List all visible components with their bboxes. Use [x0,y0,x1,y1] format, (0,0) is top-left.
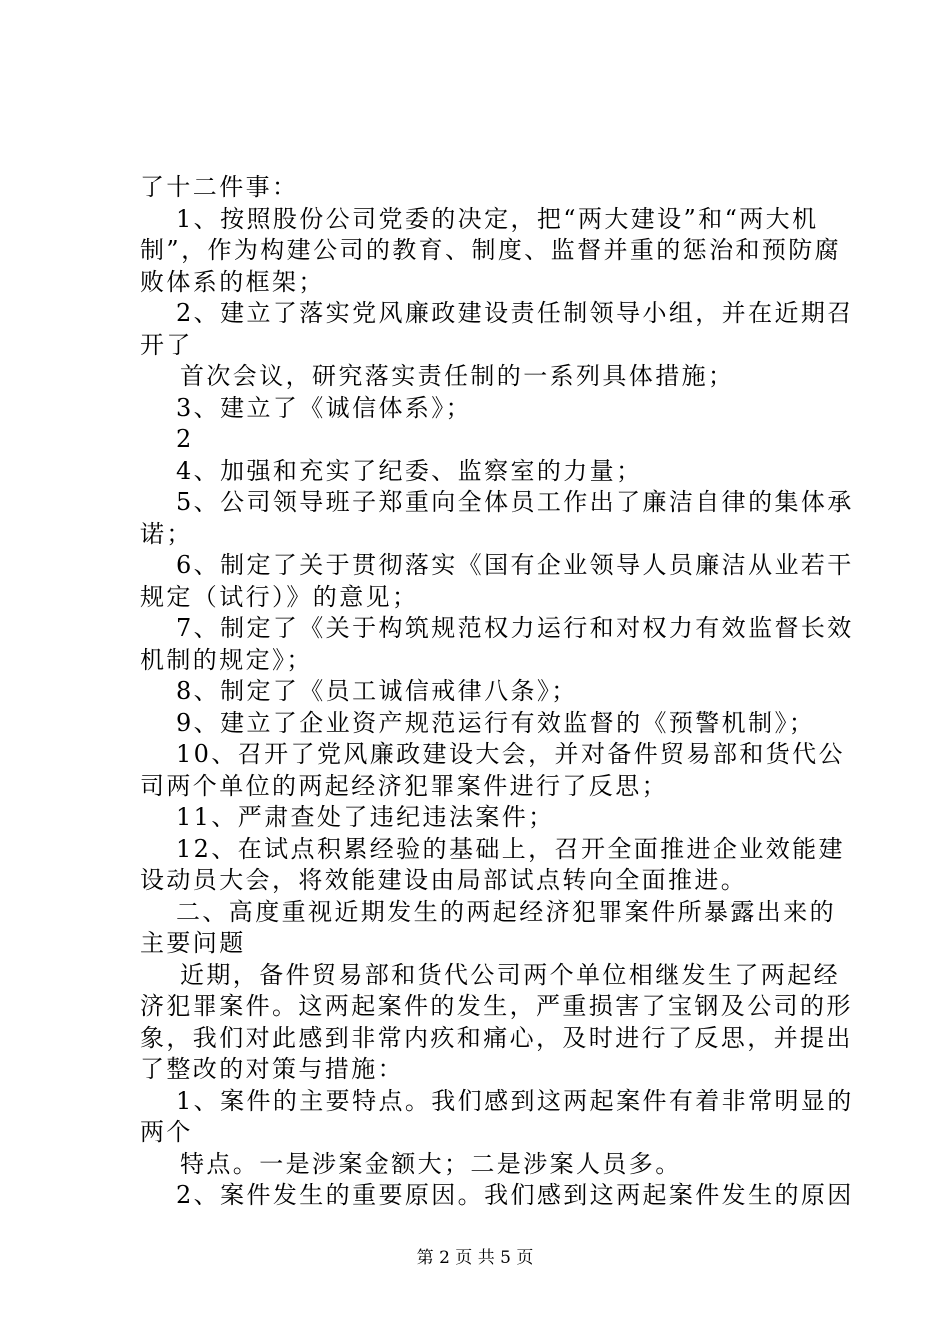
text-line: 机制的规定》； [140,645,313,674]
text-line: 特点。一是涉案金额大；二是涉案人员多。 [180,1149,682,1178]
text-line: 首次会议，研究落实责任制的一系列具体措施； [180,362,735,390]
text-line: 了十二件事： [140,173,299,201]
section-heading: 主要问题 [140,929,246,957]
text-line: 设动员大会，将效能建设由局部试点转向全面推进。 [140,866,748,894]
text-line: 2、案件发生的重要原因。我们感到这两起案件发生的原因 [176,1181,854,1209]
page-number: 第 2 页 共 5 页 [416,1248,534,1268]
text-line: 济犯罪案件。这两起案件的发生，严重损害了宝钢及公司的形 [140,992,853,1020]
text-line: 败体系的框架； [140,267,325,296]
text-line: 9、建立了企业资产规范运行有效监督的《预警机制》； [176,708,816,737]
text-line: 制”，作为构建公司的教育、制度、监督并重的惩治和预防腐 [140,236,842,264]
text-line: 2、建立了落实党风廉政建设责任制领导小组，并在近期召 [176,299,854,327]
text-line: 1、按照股份公司党委的决定，把“两大建设”和“两大机 [176,204,819,233]
text-line: 诺； [140,519,193,548]
text-line: 4、加强和充实了纪委、监察室的力量； [176,456,643,485]
text-line: 3、建立了《诚信体系》； [176,393,473,422]
text-line: 7、制定了《关于构筑规范权力运行和对权力有效监督长效 [176,614,854,642]
text-line: 象，我们对此感到非常内疚和痛心，及时进行了反思，并提出 [140,1023,853,1052]
text-line: 开了 [140,330,193,359]
text-line: 6、制定了关于贯彻落实《国有企业领导人员廉洁从业若干 [176,551,854,579]
text-line: 5、公司领导班子郑重向全体员工作出了廉洁自律的集体承 [176,488,854,516]
text-line: 1、案件的主要特点。我们感到这两起案件有着非常明显的 [176,1086,854,1115]
text-line: 两个 [140,1118,193,1146]
text-line: 了整改的对策与措施： [140,1055,404,1083]
text-line: 2 [176,425,194,453]
text-line: 8、制定了《员工诚信戒律八条》； [176,677,578,705]
text-line: 10、召开了党风廉政建设大会，并对备件贸易部和货代公 [176,740,845,768]
page-footer [0,1243,950,1268]
text-line: 司两个单位的两起经济犯罪案件进行了反思； [140,771,668,800]
section-heading: 二、高度重视近期发生的两起经济犯罪案件所暴露出来的 [176,897,836,926]
text-line: 11、严肃查处了违纪违法案件； [176,803,555,831]
text-line: 近期，备件贸易部和货代公司两个单位相继发生了两起经 [180,960,840,989]
text-line: 规定（试行）》的意见； [140,582,419,611]
document-body [140,172,854,1212]
text-line: 12、在试点积累经验的基础上，召开全面推进企业效能建 [176,834,845,863]
